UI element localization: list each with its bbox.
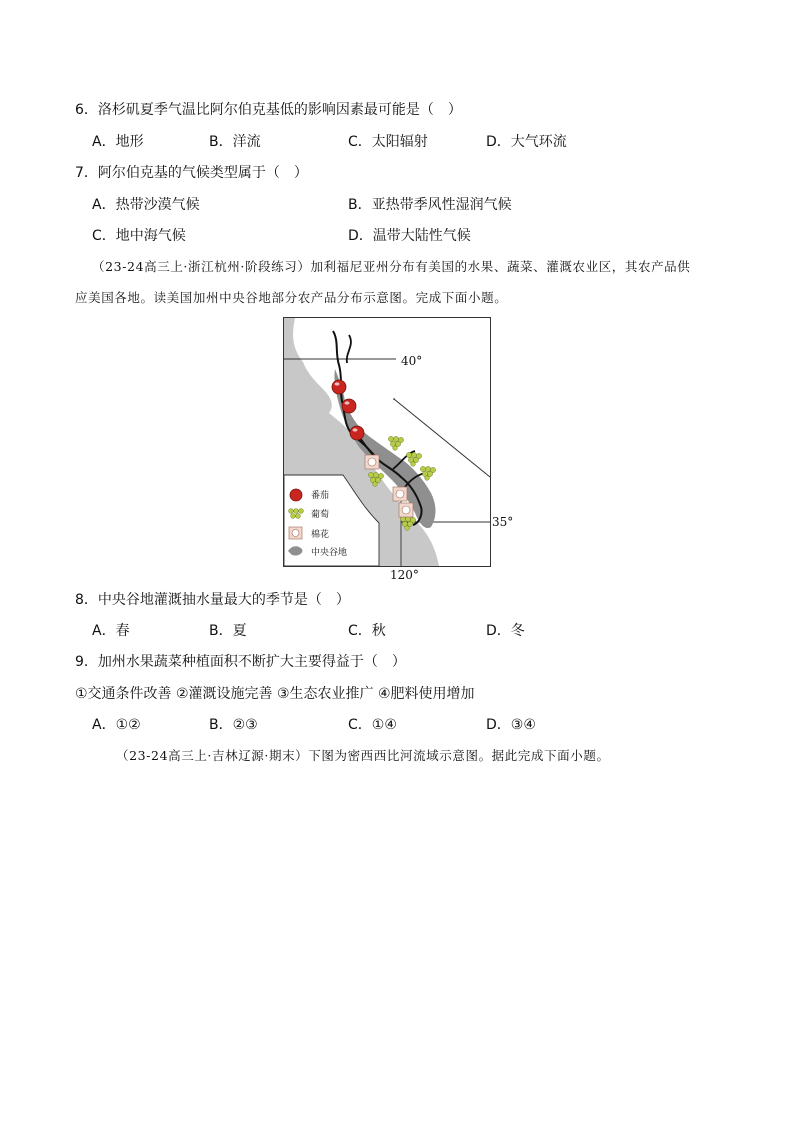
q6-option-c: C．太阳辐射 (348, 134, 428, 150)
q8-option-a: A．春 (92, 623, 130, 639)
q8-option-c: C．秋 (348, 623, 386, 639)
tomato-icon (350, 426, 364, 440)
q9-stem: 9．加州水果蔬菜种植面积不断扩大主要得益于（ ） (75, 654, 406, 670)
q6-option-b: B．洋流 (209, 134, 261, 150)
legend-tomato-label: 番茄 (311, 491, 330, 501)
cotton-icon (365, 455, 379, 469)
q7-option-a: A．热带沙漠气候 (92, 197, 200, 213)
q9-option-a: A．①② (92, 717, 141, 733)
q8-option-d: D．冬 (486, 623, 525, 639)
q7-stem: 7．阿尔伯克基的气候类型属于（ ） (75, 165, 308, 181)
lat-40-label: 40° (401, 354, 423, 368)
legend-valley-label: 中央谷地 (311, 548, 348, 558)
passage1-line1: （23-24高三上·浙江杭州·阶段练习）加利福尼亚州分布有美国的水果、蔬菜、灌溉农业区，其农产品供 (92, 259, 691, 274)
lat-35-label: 35° (492, 515, 514, 529)
q9-choices: ①交通条件改善 ②灌溉设施完善 ③生态农业推广 ④肥料使用增加 (75, 686, 475, 702)
cotton-icon (393, 487, 407, 501)
q7-option-d: D．温带大陆性气候 (348, 228, 471, 244)
q9-option-d: D．③④ (486, 717, 536, 733)
central-valley-map (283, 317, 491, 567)
legend-cotton-label: 棉花 (311, 530, 330, 540)
lon-120-label: 120° (390, 568, 419, 582)
q8-option-b: B．夏 (209, 623, 247, 639)
q8-stem: 8．中央谷地灌溉抽水量最大的季节是（ ） (75, 592, 350, 608)
tomato-icon (342, 399, 356, 413)
q6-stem: 6．洛杉矶夏季气温比阿尔伯克基低的影响因素最可能是（ ） (75, 102, 462, 118)
q7-option-b: B．亚热带季风性湿润气候 (348, 197, 512, 213)
q6-option-d: D．大气环流 (486, 134, 567, 150)
q9-option-b: B．②③ (209, 717, 258, 733)
q9-option-c: C．①④ (348, 717, 397, 733)
q6-option-a: A．地形 (92, 134, 144, 150)
passage1-line2: 应美国各地。读美国加州中央谷地部分农产品分布示意图。完成下面小题。 (75, 290, 508, 305)
q7-option-c: C．地中海气候 (92, 228, 186, 244)
cotton-icon (399, 503, 413, 517)
tomato-icon (332, 380, 346, 394)
legend-grape-label: 葡萄 (311, 510, 330, 520)
passage2-line1: （23-24高三上·吉林辽源·期末）下图为密西西比河流域示意图。据此完成下面小题。 (116, 748, 610, 763)
